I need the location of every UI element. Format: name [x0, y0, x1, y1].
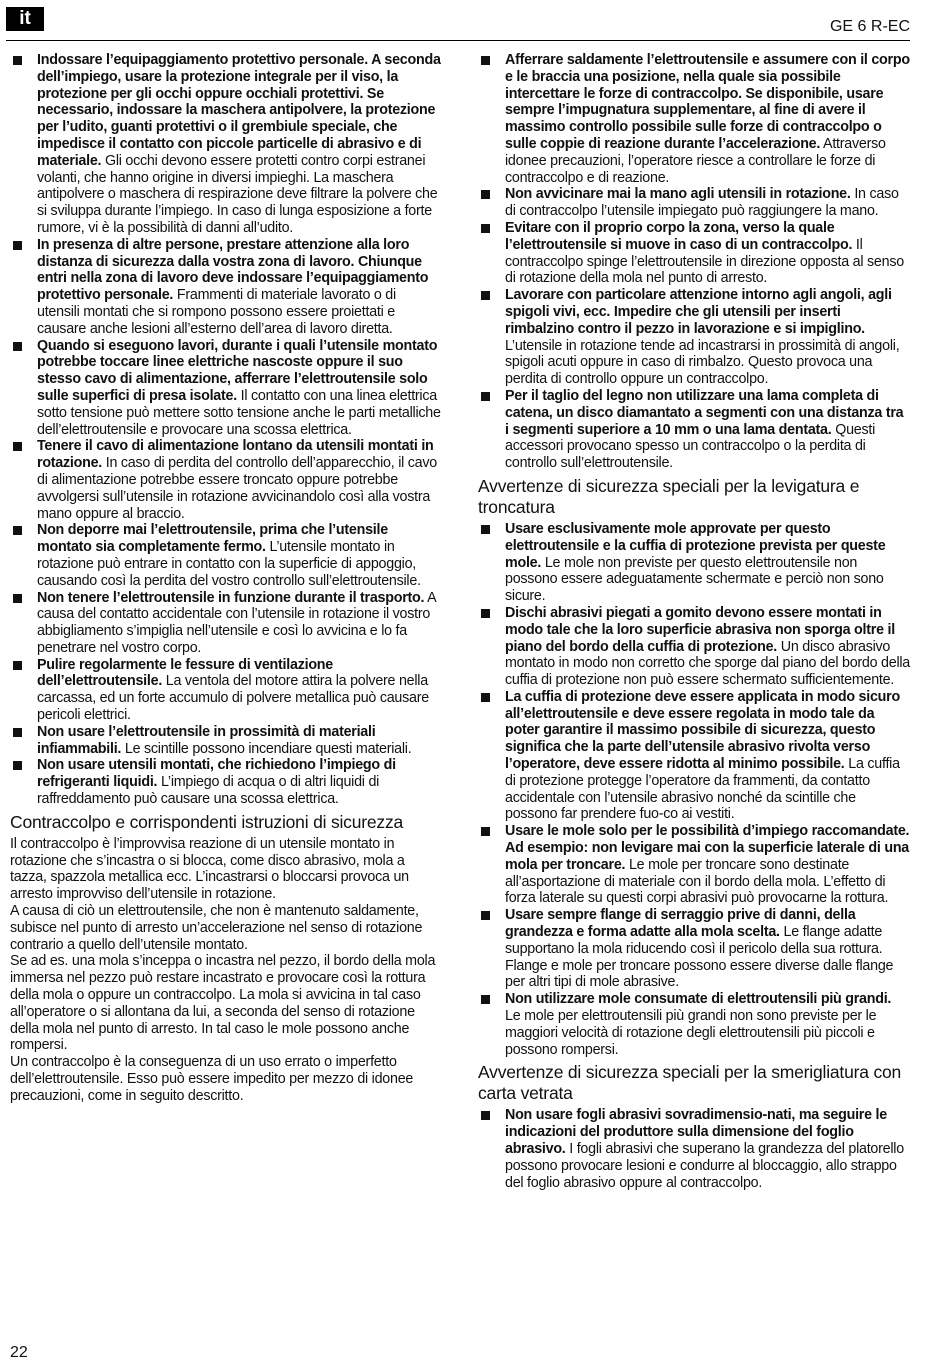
- language-tag: it: [6, 7, 44, 31]
- item-normal-text: L’impiego di acqua o di altri liquidi di raffreddamento può causare una scossa elettrica.: [37, 774, 380, 808]
- item-bold-text: Non avvicinare mai la mano agli utensili in rotazione.: [505, 186, 851, 203]
- safety-item: [478, 186, 910, 220]
- item-normal-text: Le mole per troncare sono destinate all’asportazione di materiale con il bordo della mola. L’effetto di forza laterale su questi corpi abrasivi può provocarne la rottura.: [505, 856, 889, 907]
- item-normal-text: Un disco abrasivo montato in modo non corretto che sporge dal piano del bordo della cuffia di protezione non può essere schermato sufficientemente.: [505, 638, 910, 689]
- bullet-square-icon: [481, 995, 490, 1004]
- body-paragraph: Un contraccolpo è la conseguenza di un uso errato o imperfetto dell’elettroutensile. Esso può essere impedito per mezzo di idonee precauzioni, come in seguito descritto.: [10, 1054, 414, 1104]
- left-column: [10, 52, 442, 1105]
- bullet-square-icon: [481, 190, 490, 199]
- body-paragraph: Se ad es. una mola s’inceppa o incastra nel pezzo, il bordo della mola immersa nel pezzo può restare incastrato e provocare così la rottura della mola o oppure un contraccolpo. La mola si avvicina in tal caso all’operatore o si allontana da lui, a seconda del senso di rotazione della mola nel punto di arresto. In tal caso le mole possono anche rompersi.: [10, 953, 436, 1054]
- safety-item: [10, 237, 442, 338]
- item-normal-text: Le mole non previste per questo elettroutensile non possono essere adeguatamente schermate e perciò non sono sicure.: [505, 554, 884, 605]
- safety-item: [478, 907, 910, 991]
- safety-item: [478, 823, 910, 907]
- safety-item: [10, 590, 442, 657]
- bullet-square-icon: [481, 693, 490, 702]
- item-bold-text: Quando si eseguono lavori, durante i quali l’utensile montato potrebbe toccare linee elettriche nascoste oppure il suo stesso cavo di alimentazione, afferrare l’elettroutensile solo sulle superfici di presa isolate.: [37, 337, 438, 404]
- right-item-list-a: [478, 52, 910, 472]
- safety-item: [10, 757, 442, 807]
- bullet-square-icon: [13, 342, 22, 351]
- bullet-square-icon: [13, 241, 22, 250]
- item-normal-text: L’utensile in rotazione tende ad incastrarsi in prossimità di angoli, spigoli acuti oppure in caso di rimbalzo. Questo provoca una perdita di controllo oppure un contraccolpo.: [505, 337, 900, 388]
- item-bold-text: Non usare l’elettroutensile in prossimità di materiali infiammabili.: [37, 723, 376, 757]
- item-normal-text: Gli occhi devono essere protetti contro corpi estranei volanti, che hanno origine in diversi impieghi. La maschera antipolvere o maschera di respirazione deve filtrare la polvere che si sviluppa durante l’impiego. In caso di lunga esposizione a forte rumore, vi è la possibilità di danni all’udito.: [37, 152, 438, 236]
- bullet-square-icon: [481, 392, 490, 401]
- item-normal-text: In caso di perdita del controllo dell’apparecchio, il cavo di alimentazione potrebbe essere troncato oppure potrebbe avvolgersi sull’utensile in rotazione avvicinandolo così alla vostra mano oppure al braccio.: [37, 455, 437, 522]
- item-normal-text: A causa del contatto accidentale con l’utensile in rotazione il vostro abbigliamento s’impiglia nell’utensile e così lo avvicina e lo fa penetrare nel vostro corpo.: [37, 589, 436, 656]
- bullet-square-icon: [13, 661, 22, 670]
- item-bold-text: Non utilizzare mole consumate di elettroutensili più grandi.: [505, 991, 892, 1008]
- item-normal-text: Questi accessori provocano spesso un contraccolpo o la perdita di controllo sull’elettroutensile.: [505, 421, 876, 472]
- kickback-paragraphs: [10, 836, 442, 1105]
- item-normal-text: Le scintille possono incendiare questi materiali.: [121, 740, 412, 757]
- item-bold-text: Tenere il cavo di alimentazione lontano da utensili montati in rotazione.: [37, 438, 434, 472]
- item-bold-text: Pulire regolarmente le fessure di ventilazione dell’elettroutensile.: [37, 656, 333, 690]
- bullet-square-icon: [481, 525, 490, 534]
- model-name: GE 6 R-EC: [829, 18, 910, 35]
- header-divider: [6, 40, 910, 41]
- item-normal-text: Attraverso idonee precauzioni, l’operatore riesce a controllare le forze di contraccolpo e di reazione.: [505, 135, 886, 186]
- section-title-kickback: Contraccolpo e corrispondenti istruzioni di sicurezza: [10, 811, 404, 832]
- item-normal-text: Il contraccolpo spinge l’elettroutensile in direzione opposta al senso di rotazione della mola nel punto di arresto.: [505, 236, 904, 287]
- safety-item: [478, 1107, 910, 1191]
- item-bold-text: Non usare utensili montati, che richiedono l’impiego di refrigeranti liquidi.: [37, 757, 396, 791]
- item-bold-text: Lavorare con particolare attenzione intorno agli angoli, agli spigoli vivi, ecc. Impedire che gli utensili per inserti rimbalzino contro il pezzo in lavorazione e si impiglino.: [505, 287, 892, 337]
- item-bold-text: La cuffia di protezione deve essere applicata in modo sicuro all’elettroutensile e deve essere regolata in modo tale da poter garantire il massimo possibile di sicurezza, questo significa che la parte dell’utensile abrasivo rivolta verso l’operatore, deve essere ridotta al minimo possibile.: [505, 688, 900, 773]
- safety-item: [478, 991, 910, 1058]
- item-normal-text: In caso di contraccolpo l’utensile impiegato può raggiungere la mano.: [505, 186, 899, 220]
- item-bold-text: Non deporre mai l’elettroutensile, prima che l’utensile montato sia completamente fermo.: [37, 522, 388, 556]
- item-bold-text: Dischi abrasivi piegati a gomito devono essere montati in modo tale che la loro superficie abrasiva non sporga oltre il piano del bordo della cuffia di protezione.: [505, 604, 895, 655]
- item-normal-text: Le mole per elettroutensili più grandi non sono previste per le maggiori velocità di rotazione degli elettroutensili più piccoli e possono rompersi.: [505, 1008, 877, 1058]
- safety-item: [478, 52, 910, 186]
- bullet-square-icon: [13, 728, 22, 737]
- safety-item: [10, 522, 442, 589]
- item-normal-text: I fogli abrasivi che superano la grandezza del platorello possono provocare lesioni e condurre al bloccaggio, allo strappo del foglio abrasivo oppure al contraccolpo.: [505, 1141, 904, 1191]
- item-bold-text: In presenza di altre persone, prestare attenzione alla loro distanza di sicurezza dalla vostra zona di lavoro. Chiunque entri nella zona di lavoro deve indossare l’equipaggiamento protettivo personale.: [37, 236, 429, 304]
- safety-item: [10, 338, 442, 439]
- bullet-square-icon: [481, 291, 490, 300]
- item-bold-text: Indossare l’equipaggiamento protettivo personale. A seconda dell’impiego, usare la protezione integrale per il viso, la protezione per gli occhi oppure occhiali protettivi. Se necessario, indossare la maschera antipolvere, la protezione per l’udito, guanti protettivi o il grembiule speciale, che impedisce il contatto con piccole particelle di abrasivo e di materiale.: [37, 52, 441, 169]
- item-bold-text: Afferrare saldamente l’elettroutensile e assumere con il corpo e le braccia una posizione, nella quale sia possibile intercettare le forze di contraccolpo. Se disponibile, usare sempre l’impugnatura supplementare, al fine di avere il massimo controllo possibile sulle forze di contraccolpo o sulle coppie di reazione durante l’accelerazione.: [505, 52, 910, 152]
- safety-item: [478, 287, 910, 388]
- bullet-square-icon: [13, 442, 22, 451]
- safety-item: [478, 689, 910, 823]
- item-normal-text: Le flange adatte supportano la mola riducendo così il pericolo della sua rottura. Flange e mole per troncare possono essere diverse dalle flange per altri tipi di mole abrasive.: [505, 924, 894, 991]
- bullet-square-icon: [481, 911, 490, 920]
- safety-item: [10, 52, 442, 237]
- section-title-sanding: Avvertenze di sicurezza speciali per la smerigliatura con carta vetrata: [478, 1062, 902, 1104]
- bullet-square-icon: [13, 594, 22, 603]
- bullet-square-icon: [481, 1111, 490, 1120]
- item-bold-text: Evitare con il proprio corpo la zona, verso la quale l’elettroutensile si muove in caso di un contraccolpo.: [505, 219, 853, 253]
- bullet-square-icon: [13, 761, 22, 770]
- bullet-square-icon: [13, 526, 22, 535]
- body-paragraph: A causa di ciò un elettroutensile, che non è mantenuto saldamente, subisce nel punto di arresto un’accelerazione nel senso di rotazione contrario a quello dell’utensile montato.: [10, 903, 423, 953]
- bullet-square-icon: [13, 56, 22, 65]
- safety-item: [478, 521, 910, 605]
- safety-item: [10, 438, 442, 522]
- section-title-grinding: Avvertenze di sicurezza speciali per la levigatura e troncatura: [478, 475, 860, 517]
- item-bold-text: Usare le mole solo per le possibilità d’impiego raccomandate. Ad esempio: non levigare mai con la superficie laterale di una mola per troncare.: [505, 823, 910, 873]
- safety-item: [478, 220, 910, 287]
- body-paragraph: Il contraccolpo è l’improvvisa reazione di un utensile montato in rotazione che s’incastra o si blocca, come disco abrasivo, mola a tazza, spazzola metallica ecc. L’incastrarsi o bloccarsi provoca un arresto improvviso dell’utensile in rotazione.: [10, 835, 409, 903]
- safety-item: [10, 724, 442, 758]
- page-number: 22: [10, 1344, 28, 1361]
- item-normal-text: La cuffia di protezione protegge l’operatore da frammenti, da contatto accidentale con l’utensile abrasivo nonché da scintille che possono far prendere fuo-co ai vestiti.: [505, 756, 900, 823]
- item-bold-text: Usare sempre flange di serraggio prive di danni, della grandezza e forma adatte alla mola scelta.: [505, 907, 856, 941]
- item-normal-text: La ventola del motore attira la polvere nella carcassa, ed un forte accumulo di polvere metallica può causare pericoli elettrici.: [37, 673, 429, 724]
- right-item-list-b: [478, 521, 910, 1059]
- safety-item: [10, 657, 442, 724]
- item-normal-text: L’utensile montato in rotazione può entrare in contatto con la superficie di appoggio, causando così la perdita del vostro controllo sull’elettroutensile.: [37, 539, 421, 589]
- item-normal-text: Il contatto con una linea elettrica sotto tensione può mettere sotto tensione anche le parti metalliche dell’elettroutensile e provocare una scossa elettrica.: [37, 387, 441, 438]
- item-bold-text: Per il taglio del legno non utilizzare una lama completa di catena, un disco diamantato a segmenti con una distanza tra i segmenti superiore a 10 mm o una lama dentata.: [505, 387, 904, 438]
- safety-item: [478, 605, 910, 689]
- safety-item: [478, 388, 910, 472]
- bullet-square-icon: [481, 827, 490, 836]
- bullet-square-icon: [481, 609, 490, 618]
- item-bold-text: Non tenere l’elettroutensile in funzione durante il trasporto.: [37, 589, 425, 606]
- right-item-list-c: [478, 1107, 910, 1191]
- right-column: [478, 52, 910, 1191]
- bullet-square-icon: [481, 56, 490, 65]
- bullet-square-icon: [481, 224, 490, 233]
- item-bold-text: Usare esclusivamente mole approvate per questo elettroutensile e la cuffia di protezione prevista per queste mole.: [505, 520, 886, 571]
- left-item-list: [10, 52, 442, 808]
- item-bold-text: Non usare fogli abrasivi sovradimensio-nati, ma seguire le indicazioni del produttore sulla dimensione del foglio abrasivo.: [505, 1107, 887, 1158]
- item-normal-text: Frammenti di materiale lavorato o di utensili montati che si rompono possono essere proiettati e causare anche lesioni all’esterno dell’area di lavoro diretta.: [37, 287, 396, 337]
